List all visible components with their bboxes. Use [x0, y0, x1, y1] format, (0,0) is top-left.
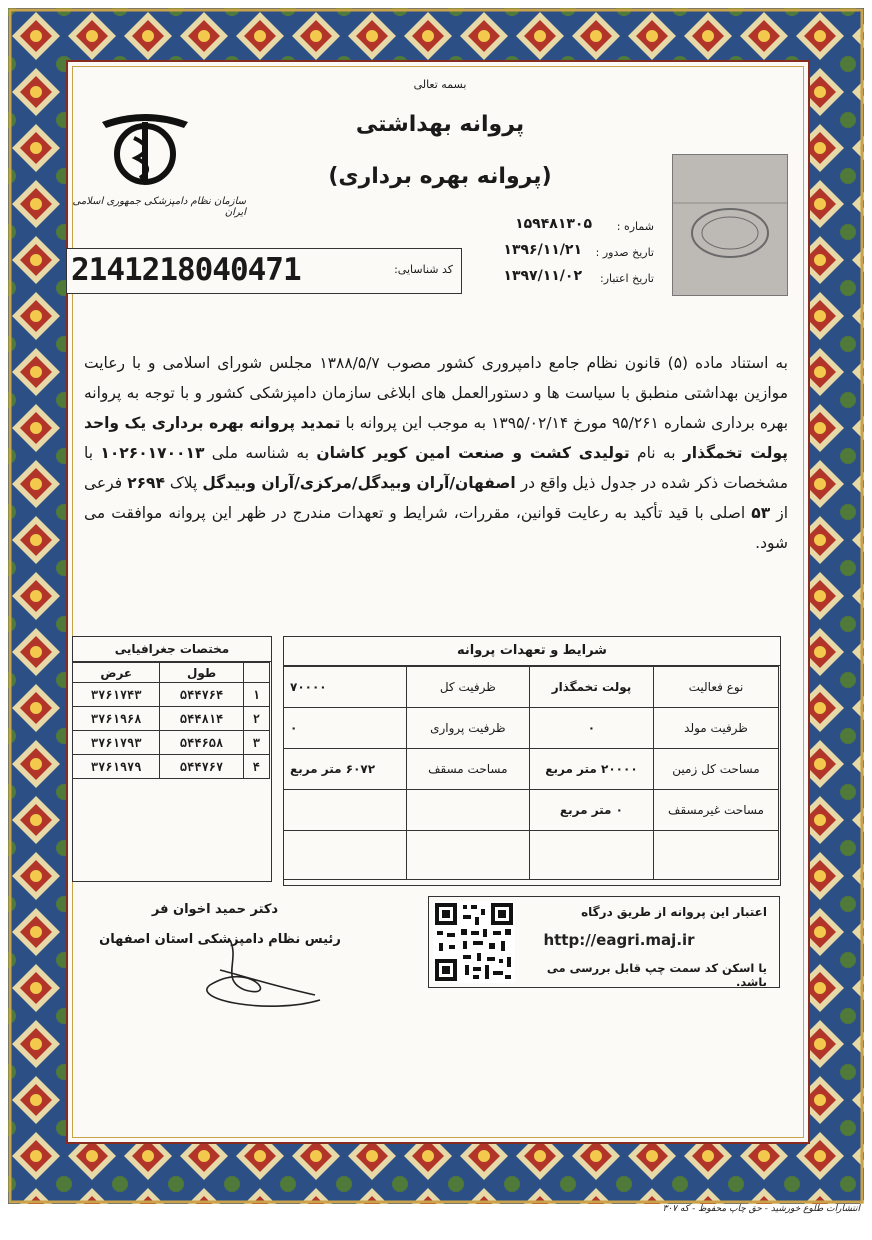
conditions-row	[284, 708, 779, 749]
geo-col-lat: عرض	[73, 663, 160, 683]
body-text-part: به استناد ماده (۵) قانون نظام جامع دامپروری کشور مصوب ۱۳۸۸/۵/۷ مجلس شورای اسلامی و با رعایت موازین بهداشتی منطبق با سیاست ها و دستورالعمل های ابلاغی سازمان دامپزشکی کشور و با توجه به پروانه بهره برداری شماره ۹۵/۲۶۱ مورخ ۱۳۹۵/۰۲/۱۴ به موجب این پروانه با	[84, 354, 789, 432]
geo-row	[73, 755, 270, 779]
condition-label	[406, 790, 529, 831]
plate-sub: ۲۶۹۴	[127, 474, 165, 492]
owner-name: تولیدی کشت و صنعت امین کویر کاشان	[316, 444, 630, 462]
license-type: تمدید پروانه بهره برداری یک واحد پولت تخمگذار	[84, 414, 788, 462]
body-text-part: پلاک	[169, 474, 198, 492]
geo-table	[72, 662, 270, 779]
publisher-footer: انتشارات طلوع خورشید - حق چاپ محفوظ - که ۳۰۷	[662, 1204, 860, 1214]
body-text-part: با مشخصات ذکر شده در جدول ذیل واقع در	[84, 444, 788, 492]
organization-logo	[96, 108, 194, 192]
conditions-row-empty	[284, 831, 779, 880]
geo-latitude: ۳۷۶۱۷۴۳	[73, 683, 160, 707]
geo-row	[73, 731, 270, 755]
body-text-part: اصلی با قید تأکید به رعایت قوانین، مقررات، شرایط و تعهدات مندرج در ظهر این پروانه موافقت می شود.	[84, 504, 788, 552]
number-value: ۱۵۹۴۸۱۳۰۵	[515, 216, 592, 232]
signer-name: دکتر حمید اخوان فر	[151, 902, 279, 917]
conditions-table	[283, 666, 779, 880]
license-body-text	[84, 348, 788, 558]
body-text-part: به شناسه ملی	[211, 444, 310, 462]
conditions-row	[284, 667, 779, 708]
identification-code-label: کد شناسایی:	[394, 263, 453, 276]
geo-row	[73, 707, 270, 731]
condition-value: پولت تخمگذار	[529, 667, 653, 708]
national-id: ۱۰۲۶۰۱۷۰۰۱۳	[100, 444, 205, 462]
conditions-panel	[283, 636, 781, 886]
conditions-row	[284, 749, 779, 790]
photo-stamp	[672, 154, 788, 296]
condition-cell-empty	[284, 831, 407, 880]
number-label: شماره :	[616, 220, 654, 233]
condition-label: مساحت غیرمسقف	[654, 790, 779, 831]
bismillah: بسمه تعالی	[413, 78, 467, 91]
condition-label: نوع فعالیت	[654, 667, 779, 708]
page-subtitle: (پروانه بهره برداری)	[328, 164, 552, 189]
geo-panel	[72, 636, 272, 882]
geo-latitude: ۳۷۶۱۹۷۹	[73, 755, 160, 779]
organization-name: سازمان نظام دامپزشکی جمهوری اسلامی ایران	[72, 196, 246, 218]
identification-code-box	[66, 248, 462, 294]
geo-index: ۴	[243, 755, 269, 779]
identification-code-value: 2141218040471	[71, 252, 301, 288]
geo-longitude: ۵۴۴۶۵۸	[160, 731, 243, 755]
page-title: پروانه بهداشتی	[355, 112, 525, 137]
geo-col-index	[243, 663, 269, 683]
body-text-part: فرعی از	[84, 474, 788, 522]
condition-value: ۰	[284, 708, 407, 749]
condition-value: ۰	[529, 708, 653, 749]
conditions-title: شرایط و تعهدات پروانه	[284, 637, 780, 666]
geo-longitude: ۵۴۴۷۶۴	[160, 683, 243, 707]
condition-cell-empty	[654, 831, 779, 880]
geo-index: ۳	[243, 731, 269, 755]
verification-box	[428, 896, 780, 988]
qr-code-icon[interactable]	[433, 901, 515, 983]
condition-label: ظرفیت کل	[406, 667, 529, 708]
condition-value	[284, 790, 407, 831]
body-text-part: به نام	[636, 444, 676, 462]
validity-date-label: تاریخ اعتبار:	[599, 272, 654, 285]
condition-value: ۷۰۰۰۰	[284, 667, 407, 708]
conditions-row	[284, 790, 779, 831]
condition-value: ۶۰۷۲ متر مربع	[284, 749, 407, 790]
handwritten-signature	[150, 930, 350, 1030]
geo-col-lon: طول	[160, 663, 243, 683]
condition-label: مساحت کل زمین	[654, 749, 779, 790]
plate-main: ۵۳	[751, 504, 771, 522]
geo-longitude: ۵۴۴۸۱۴	[160, 707, 243, 731]
geo-index: ۱	[243, 683, 269, 707]
location: اصفهان/آران وبیدگل/مرکزی/آران وبیدگل	[202, 474, 516, 492]
geo-latitude: ۳۷۶۱۷۹۳	[73, 731, 160, 755]
geo-row	[73, 683, 270, 707]
verify-line1: اعتبار این پروانه از طریق درگاه	[581, 905, 767, 919]
geo-longitude: ۵۴۴۷۶۷	[160, 755, 243, 779]
issue-date-label: تاریخ صدور :	[595, 246, 654, 259]
condition-label: ظرفیت مولد	[654, 708, 779, 749]
geo-latitude: ۳۷۶۱۹۶۸	[73, 707, 160, 731]
validity-date-value: ۱۳۹۷/۱۱/۰۲	[503, 268, 582, 284]
geo-title: مختصات جغرافیایی	[73, 637, 271, 662]
verify-url[interactable]: http://eagri.maj.ir	[543, 931, 695, 949]
signer-role: رئیس نظام دامپزشکی استان اصفهان	[99, 932, 341, 947]
condition-value: ۲۰۰۰۰ متر مربع	[529, 749, 653, 790]
issue-date-value: ۱۳۹۶/۱۱/۲۱	[503, 242, 582, 258]
verify-line2: یا اسکن کد سمت چپ قابل بررسی می باشد.	[546, 961, 767, 989]
condition-label: مساحت مسقف	[406, 749, 529, 790]
geo-index: ۲	[243, 707, 269, 731]
condition-label: ظرفیت پرواری	[406, 708, 529, 749]
condition-value: ۰ متر مربع	[529, 790, 653, 831]
condition-cell-empty	[529, 831, 653, 880]
condition-cell-empty	[406, 831, 529, 880]
